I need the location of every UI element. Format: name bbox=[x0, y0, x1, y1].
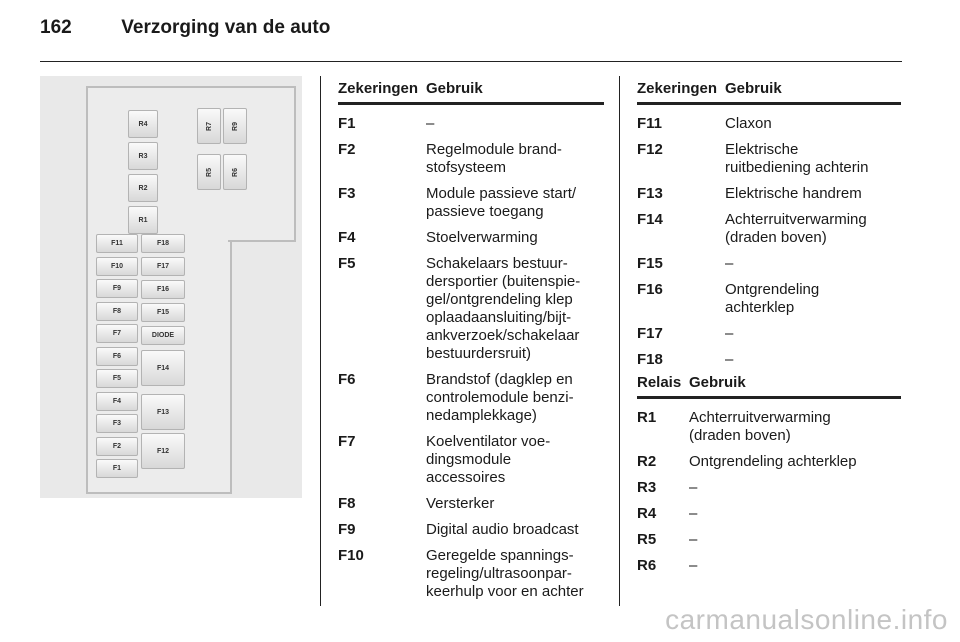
fuse-slot bbox=[128, 110, 158, 138]
fuse-label: R5 bbox=[205, 167, 213, 177]
fuse-slot bbox=[96, 257, 138, 276]
fuse-box-diagram bbox=[40, 76, 302, 498]
row-key: F15 bbox=[637, 255, 663, 272]
page-title: Verzorging van de auto bbox=[121, 17, 331, 38]
fuse-label: F2 bbox=[112, 442, 122, 450]
table-row bbox=[338, 490, 604, 516]
table-row bbox=[637, 276, 901, 320]
fuse-slot bbox=[128, 174, 158, 202]
fuse-label: F12 bbox=[156, 447, 170, 455]
fuse-table-2 bbox=[637, 80, 901, 372]
row-value: Claxon bbox=[725, 115, 772, 132]
row-key: F3 bbox=[338, 185, 356, 202]
fuse-label: F10 bbox=[110, 262, 124, 270]
row-key: R5 bbox=[637, 531, 657, 548]
fuse-slot bbox=[141, 280, 185, 299]
row-value: Brandstof (dagklep en controlemodule benzi- nedamplekkage) bbox=[426, 371, 574, 424]
column-divider-1 bbox=[320, 76, 321, 606]
table-row bbox=[338, 366, 604, 428]
table-rows bbox=[637, 105, 901, 372]
fuse-slot bbox=[96, 369, 138, 388]
fuse-label: F14 bbox=[156, 364, 170, 372]
table-rows bbox=[637, 399, 901, 578]
row-value: – bbox=[426, 115, 435, 132]
fuse-slot bbox=[141, 394, 185, 430]
row-key: F12 bbox=[637, 141, 663, 158]
row-value: Versterker bbox=[426, 495, 495, 512]
table-row bbox=[338, 542, 604, 604]
fuse-label: DIODE bbox=[151, 332, 175, 339]
row-key: F11 bbox=[637, 115, 663, 132]
row-key: F10 bbox=[338, 547, 364, 564]
table-row bbox=[338, 516, 604, 542]
fuse-slot bbox=[96, 392, 138, 411]
row-key: F2 bbox=[338, 141, 356, 158]
table-row bbox=[637, 552, 901, 578]
fuse-label: R2 bbox=[138, 184, 148, 192]
row-key: F9 bbox=[338, 521, 356, 538]
row-value: – bbox=[725, 255, 734, 272]
table-row bbox=[637, 346, 901, 372]
row-key: R3 bbox=[637, 479, 657, 496]
table-row bbox=[637, 136, 901, 180]
fuse-label: F3 bbox=[112, 420, 122, 427]
page-header bbox=[40, 17, 920, 39]
fuse-label: R4 bbox=[138, 120, 148, 128]
row-key: F6 bbox=[338, 371, 356, 388]
table-row bbox=[637, 474, 901, 500]
fuse-slot bbox=[141, 303, 185, 322]
fuse-label: F1 bbox=[112, 465, 122, 472]
fuse-label: R7 bbox=[205, 121, 213, 131]
row-key: F13 bbox=[637, 185, 663, 202]
col-header-fuses: Zekeringen bbox=[338, 80, 419, 97]
col-header-usage: Gebruik bbox=[689, 374, 746, 391]
table-row bbox=[338, 250, 604, 366]
fuse-label: R1 bbox=[138, 216, 148, 224]
table-row bbox=[338, 105, 604, 136]
row-key: F5 bbox=[338, 255, 356, 272]
row-value: Achterruitverwarming (draden boven) bbox=[689, 409, 831, 444]
fuse-label: R9 bbox=[231, 121, 239, 131]
row-value: Elektrische ruitbediening achterin bbox=[725, 141, 869, 176]
header-rule bbox=[40, 61, 902, 62]
row-value: – bbox=[689, 505, 698, 522]
fuse-slot bbox=[128, 206, 158, 234]
fuse-slot bbox=[223, 108, 247, 144]
row-value: Digital audio broadcast bbox=[426, 521, 579, 538]
fuse-slot bbox=[223, 154, 247, 190]
table-row bbox=[637, 206, 901, 250]
row-value: – bbox=[689, 557, 698, 574]
fuse-slot bbox=[96, 347, 138, 366]
fuse-label: F16 bbox=[156, 286, 170, 293]
row-value: Module passieve start/ passieve toegang bbox=[426, 185, 577, 220]
row-key: F8 bbox=[338, 495, 356, 512]
table-row bbox=[637, 448, 901, 474]
fuse-slot bbox=[141, 257, 185, 276]
row-value: Geregelde spannings- regeling/ultrasoonpar- keerhulp voor en achter bbox=[426, 547, 584, 600]
fuse-slot bbox=[141, 350, 185, 386]
row-key: R6 bbox=[637, 557, 657, 574]
row-value: Stoelverwarming bbox=[426, 229, 538, 246]
fuse-slot bbox=[141, 234, 185, 253]
fuse-slot bbox=[96, 459, 138, 478]
row-value: Regelmodule brand- stofsysteem bbox=[426, 141, 562, 176]
row-value: – bbox=[689, 479, 698, 496]
fuse-slot bbox=[197, 108, 221, 144]
row-key: F14 bbox=[637, 211, 663, 228]
row-key: F17 bbox=[637, 325, 663, 342]
relay-table bbox=[637, 374, 901, 578]
fuse-slot bbox=[141, 433, 185, 469]
row-value: – bbox=[689, 531, 698, 548]
col-header-fuses: Zekeringen bbox=[637, 80, 718, 97]
fuse-label: F15 bbox=[156, 309, 170, 316]
fuse-label: F18 bbox=[156, 240, 170, 247]
table-row bbox=[637, 250, 901, 276]
row-value: Achterruitverwarming (draden boven) bbox=[725, 211, 867, 246]
table-header bbox=[637, 80, 901, 105]
table-row bbox=[338, 428, 604, 490]
fuse-label: F11 bbox=[111, 240, 123, 247]
col-header-usage: Gebruik bbox=[426, 80, 483, 97]
fuse-table-1 bbox=[338, 80, 604, 604]
column-divider-2 bbox=[619, 76, 620, 606]
fuse-label: F8 bbox=[112, 307, 122, 315]
row-key: R2 bbox=[637, 453, 657, 470]
table-row bbox=[637, 320, 901, 346]
fuse-slot bbox=[96, 234, 138, 253]
fuse-label: F9 bbox=[112, 285, 122, 292]
table-header bbox=[338, 80, 604, 105]
table-row bbox=[637, 399, 901, 448]
row-key: F18 bbox=[637, 351, 663, 368]
table-rows bbox=[338, 105, 604, 604]
col-header-usage: Gebruik bbox=[725, 80, 782, 97]
table-header bbox=[637, 374, 901, 399]
fuse-slot bbox=[141, 326, 185, 345]
row-key: F1 bbox=[338, 115, 356, 132]
fuse-label: F4 bbox=[112, 397, 122, 405]
fuse-slot bbox=[128, 142, 158, 170]
table-row bbox=[338, 136, 604, 180]
table-row bbox=[637, 526, 901, 552]
row-key: R4 bbox=[637, 505, 657, 522]
table-row bbox=[637, 105, 901, 136]
fuse-slot bbox=[96, 279, 138, 298]
fuse-label: F7 bbox=[112, 330, 122, 337]
row-value: Schakelaars bestuur- dersportier (buitenspie- gel/ontgrendeling klep oplaadaansluiting/bijt- ankverzoek/schakelaar bestuurdersruit) bbox=[426, 255, 581, 362]
page-number: 162 bbox=[40, 17, 72, 38]
table-row bbox=[637, 180, 901, 206]
fuse-label: F5 bbox=[112, 375, 122, 382]
row-key: F16 bbox=[637, 281, 663, 298]
row-value: Ontgrendeling achterklep bbox=[689, 453, 857, 470]
fuse-slot bbox=[96, 324, 138, 343]
row-key: F7 bbox=[338, 433, 356, 450]
row-key: F4 bbox=[338, 229, 356, 246]
row-value: – bbox=[725, 325, 734, 342]
row-key: R1 bbox=[637, 409, 657, 426]
table-row bbox=[338, 224, 604, 250]
fuse-slot bbox=[96, 414, 138, 433]
fuse-label: F17 bbox=[156, 263, 170, 270]
watermark: carmanualsonline.info bbox=[665, 604, 948, 635]
row-value: – bbox=[725, 351, 734, 368]
fuse-label: R3 bbox=[138, 152, 148, 160]
row-value: Koelventilator voe- dingsmodule accessoires bbox=[426, 433, 551, 486]
fuse-label: F13 bbox=[156, 408, 170, 416]
fuse-label: F6 bbox=[112, 352, 122, 360]
row-value: Elektrische handrem bbox=[725, 185, 862, 202]
row-value: Ontgrendeling achterklep bbox=[725, 281, 820, 316]
table-row bbox=[637, 500, 901, 526]
table-row bbox=[338, 180, 604, 224]
fuse-slot bbox=[96, 437, 138, 456]
fuse-slot bbox=[197, 154, 221, 190]
col-header-relays: Relais bbox=[637, 374, 682, 391]
fuse-slot bbox=[96, 302, 138, 321]
fuse-label: R6 bbox=[231, 167, 239, 177]
